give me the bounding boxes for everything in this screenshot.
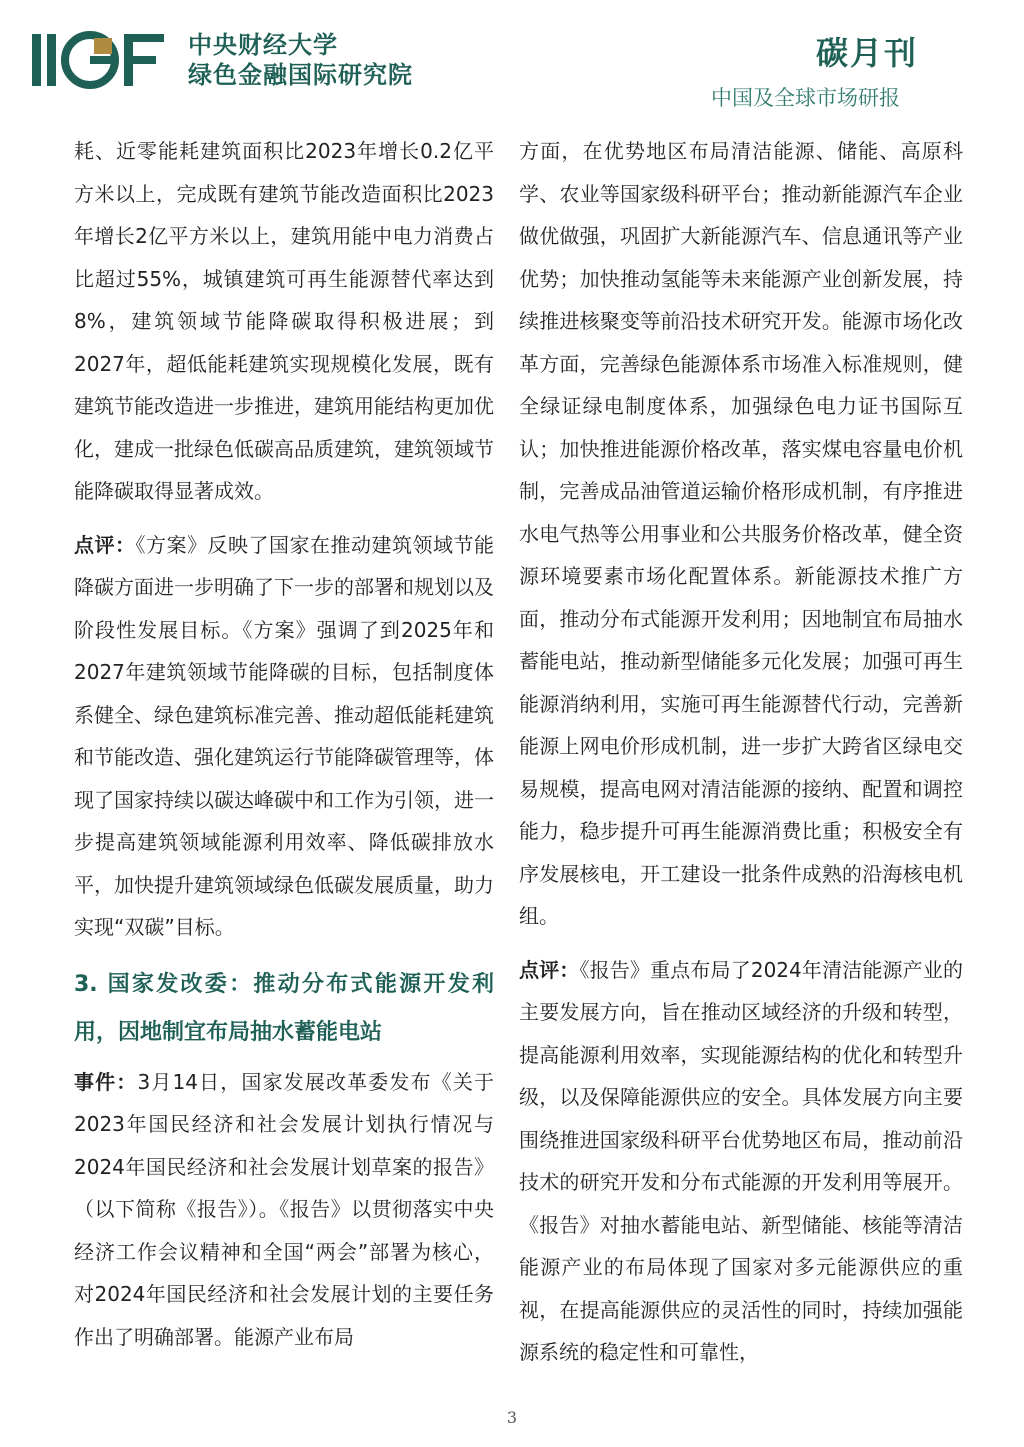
organization-name: [188, 30, 413, 90]
review-text: 《报告》重点布局了2024年清洁能源产业的主要发展方向，旨在推动区域经济的升级和转型，提高能源利用效率，实现能源结构的优化和转型升级，以及保障能源供应的安全。具体发展方向主要围绕推进国家级科研平台优势地区布局，推动前沿技术的研究开发和分布式能源的开发利用等展开。《报告》对抽水蓄能电站、新型储能、核能等清洁能源产业的布局体现了国家对多元能源供应的重视，在提高能源供应的灵活性的同时，持续加强能源系统的稳定性和可靠性，: [519, 957, 963, 1364]
magazine-title: 碳月刊: [815, 34, 918, 72]
paragraph-energy-layout: 方面，在优势地区布局清洁能源、储能、高原科学、农业等国家级科研平台；推动新能源汽车企业做优做强，巩固扩大新能源汽车、信息通讯等产业优势；加快推动氢能等未来能源产业创新发展，持续推进核聚变等前沿技术研究开发。能源市场化改革方面，完善绿色能源体系市场准入标准规则，健全绿证绿电制度体系，加强绿色电力证书国际互认；加快推进能源价格改革，落实煤电容量电价机制，完善成品油管道运输价格形成机制，有序推进水电气热等公用事业和公共服务价格改革，健全资源环境要素市场化配置体系。新能源技术推广方面，推动分布式能源开发利用；因地制宜布局抽水蓄能电站，推动新型储能多元化发展；加强可再生能源消纳利用，实施可再生能源替代行动，完善新能源上网电价形成机制，进一步扩大跨省区绿电交易规模，提高电网对清洁能源的接纳、配置和调控能力，稳步提升可再生能源消费比重；积极安全有序发展核电，开工建设一批条件成熟的沿海核电机组。: [519, 139, 963, 928]
review-text: 《方案》反映了国家在推动建筑领域节能降碳方面进一步明确了下一步的部署和规划以及阶段性发展目标。《方案》强调了到2025年和2027年建筑领域节能降碳的目标，包括制度体系健全、绿色建筑标准完善、推动超低能耗建筑和节能改造、强化建筑运行节能降碳管理等，体现了国家持续以碳达峰碳中和工作为引领，进一步提高建筑领域能源利用效率、降低碳排放水平，加快提升建筑领域绿色低碳发展质量，助力实现“双碳”目标。: [74, 532, 494, 939]
review-paragraph: [74, 524, 494, 949]
review-label: 点评：: [519, 957, 580, 982]
event-label: 事件：: [74, 1069, 138, 1094]
review-label: 点评：: [74, 532, 136, 557]
section-heading: 3. 国家发改委：推动分布式能源开发利用，因地制宜布局抽水蓄能电站: [74, 971, 494, 1045]
left-column: [74, 130, 494, 1358]
iigf-logo: [32, 30, 172, 90]
paragraph-building-targets: 耗、近零能耗建筑面积比2023年增长0.2亿平方米以上，完成既有建筑节能改造面积比2023年增长2亿平方米以上，建筑用能中电力消费占比超过55%，城镇建筑可再生能源替代率达到8%，建筑领域节能降碳取得积极进展；到2027年，超低能耗建筑实现规模化发展，既有建筑节能改造进一步推进，建筑用能结构更加优化，建成一批绿色低碳高品质建筑，建筑领域节能降碳取得显著成效。: [74, 139, 494, 503]
org-line-1: 中央财经大学: [188, 31, 338, 59]
event-text: 3月14日，国家发展改革委发布《关于2023年国民经济和社会发展计划执行情况与2024年国民经济和社会发展计划草案的报告》（以下简称《报告》）。《报告》以贯彻落实中央经济工作会议精神和全国“两会”部署为核心，对2024年国民经济和社会发展计划的主要任务作出了明确部署。能源产业布局: [74, 1069, 494, 1349]
event-paragraph: [74, 1061, 494, 1359]
right-column: [519, 130, 963, 1374]
page-header: [0, 0, 1024, 120]
org-line-2: 绿色金融国际研究院: [188, 61, 413, 89]
review-paragraph: [519, 949, 963, 1374]
magazine-subtitle: 中国及全球市场研报: [711, 86, 900, 110]
page-number: 3: [506, 1408, 518, 1427]
